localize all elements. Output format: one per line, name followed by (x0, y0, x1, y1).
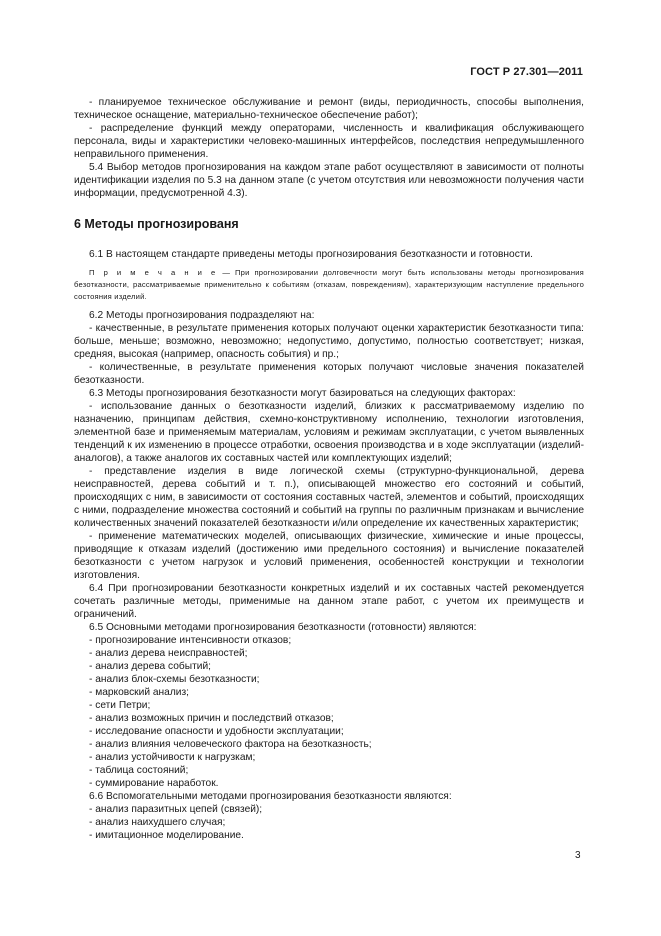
paragraph-6-6: 6.6 Вспомогательными методами прогнозирования безотказности являются: (89, 791, 452, 802)
paragraph-5-4: 5.4 Выбор методов прогнозирования на каждом этапе работ осуществляют в зависимости от полноты идентификации изделия по 5.3 на данном этапе (с учетом отсутствия или невозможности получения части информации, предусмотренной 4.3). (74, 162, 584, 199)
list-item: - таблица состояний; (89, 765, 189, 776)
section-heading: 6 Методы прогнозированя (74, 217, 239, 231)
note-label: П р и м е ч а н и е (89, 268, 218, 277)
list-item: - анализ дерева событий; (89, 661, 211, 672)
list-item: - анализ паразитных цепей (связей); (89, 804, 263, 815)
list-item: - марковский анализ; (89, 687, 189, 698)
list-item: - суммирование наработок. (89, 778, 219, 789)
list-item: - анализ устойчивости к нагрузкам; (89, 752, 256, 763)
list-item: - исследование опасности и удобности эксплуатации; (89, 726, 344, 737)
list-item: - анализ наихудшего случая; (89, 817, 226, 828)
list-item: - качественные, в результате применения которых получают оценки характеристик безотказности типа: больше, меньше; возможно, невозможно; недопустимо, допустимо, полностью соответствует; низкая, средняя, высокая (например, опасность события) и пр.; (74, 323, 584, 360)
list-item: - применение математических моделей, описывающих физические, химические и иные процессы, приводящие к отказам изделий (достижению ими предельного состояния) и вычисление показателей безотказности с учетом нагрузок и условий применения, особенностей конструкции и технологии изготовления. (74, 531, 584, 581)
paragraph-6-4: 6.4 При прогнозировании безотказности конкретных изделий и их составных частей рекомендуется сочетать различные методы, применимые на данном этапе работ, с учетом их преимуществ и ограничений. (74, 583, 584, 620)
list-item: - сети Петри; (89, 700, 151, 711)
list-item: - использование данных о безотказности изделий, близких к рассматриваемому изделию по назначению, принципам действия, схемно-конструктивному исполнению, технологии изготовления, элементной базе и применяемым материалам, условиям и режимам эксплуатации, с учетом выявленных тенденций к их изменению в процессе отработки, освоения производства и в ходе эксплуатации (изделий-аналогов), а также аналогов их составных частей или комплектующих изделий; (74, 401, 584, 464)
list-item: - имитационное моделирование. (89, 830, 244, 841)
paragraph-6-3: 6.3 Методы прогнозирования безотказности могут базироваться на следующих факторах: (89, 388, 516, 399)
note-text: — При прогнозировании долговечности могут быть использованы методы прогнозирования безотказности, рассматриваемые применительно к событиям (отказам, повреждениям), характеризующим наступление предельного состояния изделий. (74, 268, 584, 301)
list-item: - прогнозирование интенсивности отказов; (89, 635, 292, 646)
list-item: - количественные, в результате применения которых получают числовые значения показателей безотказности. (74, 362, 584, 386)
paragraph-6-5: 6.5 Основными методами прогнозирования безотказности (готовности) являются: (89, 622, 477, 633)
intro-item: - распределение функций между операторами, численность и квалификация обслуживающего персонала, виды и характеристики человеко-машинных интерфейсов, последствия непредумышленного неправильного применения. (74, 123, 584, 160)
note (74, 267, 584, 303)
list-item: - анализ дерева неисправностей; (89, 648, 248, 659)
list-item: - анализ возможных причин и последствий отказов; (89, 713, 334, 724)
standard-number: ГОСТ Р 27.301—2011 (470, 66, 583, 78)
paragraph-6-2: 6.2 Методы прогнозирования подразделяют на: (89, 310, 315, 321)
document-body (74, 96, 584, 842)
intro-item: - планируемое техническое обслуживание и ремонт (виды, периодичность, способы выполнения, техническое оснащение, материально-техническое обеспечение работ); (74, 97, 584, 121)
paragraph-6-1: 6.1 В настоящем стандарте приведены методы прогнозирования безотказности и готовности. (89, 249, 533, 260)
list-item: - анализ влияния человеческого фактора на безотказность; (89, 739, 372, 750)
list-item: - представление изделия в виде логической схемы (структурно-функциональной, дерева неисправностей, дерева событий и т. п.), описывающей множество его состояний и событий, происходящих с ним, в зависимости от состояния составных частей, элементов и событий, происходящих с ними, подразделение множества состояний и событий на группы по различным признакам и вычисление количественных значений показателей безотказности и/или определение их качественных характеристик; (74, 466, 584, 529)
page-number: 3 (575, 850, 581, 861)
list-item: - анализ блок-схемы безотказности; (89, 674, 260, 685)
